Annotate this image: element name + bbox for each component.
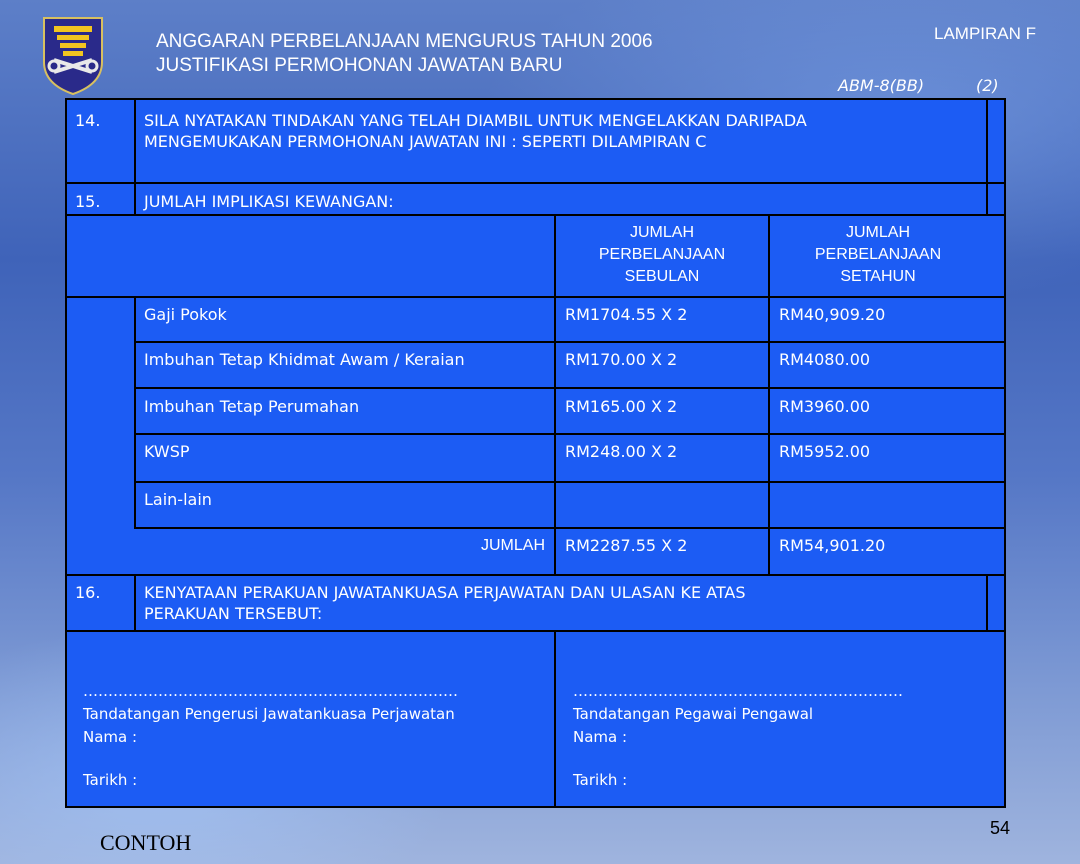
grid-line <box>135 481 1006 483</box>
grid-line <box>135 341 1006 343</box>
grid-line <box>135 527 1006 529</box>
row-monthly-imbuhan-khidmat: RM170.00 X 2 <box>565 350 678 369</box>
section-16-line-2: PERAKUAN TERSEBUT: <box>144 604 323 623</box>
row-yearly-gaji-pokok: RM40,909.20 <box>779 305 886 324</box>
column-header-yearly-line: JUMLAH <box>845 224 910 241</box>
signature-block-chairman <box>83 680 553 792</box>
total-monthly: RM2287.55 X 2 <box>565 536 688 555</box>
row-yearly-imbuhan-perumahan: RM3960.00 <box>779 397 871 416</box>
row-monthly-kwsp: RM248.00 X 2 <box>565 442 678 461</box>
column-header-monthly-line: JUMLAH <box>629 224 694 241</box>
section-15-text: JUMLAH IMPLIKASI KEWANGAN: <box>144 192 394 211</box>
signature-line: ………………………………………………………… <box>573 682 903 700</box>
signature-date: Tarikh : <box>573 771 628 789</box>
column-header-monthly-line: SEBULAN <box>624 268 700 285</box>
form-table <box>65 98 1006 808</box>
grid-line <box>134 296 136 529</box>
section-14-number: 14. <box>75 111 101 130</box>
row-yearly-kwsp: RM5952.00 <box>779 442 871 461</box>
signature-title: Tandatangan Pengerusi Jawatankuasa Perjawatan <box>83 705 455 723</box>
title-line-2: JUSTIFIKASI PERMOHONAN JAWATAN BARU <box>156 55 563 76</box>
section-14-text <box>144 110 984 152</box>
grid-line <box>134 574 136 632</box>
form-code: ABM-8(BB) <box>838 76 925 95</box>
grid-line <box>135 433 1006 435</box>
total-label: JUMLAH <box>480 537 545 554</box>
signature-title: Tandatangan Pegawai Pengawal <box>573 705 814 723</box>
section-16-line-1: KENYATAAN PERAKUAN JAWATANKUASA PERJAWATAN DAN ULASAN KE ATAS <box>144 583 746 602</box>
grid-line <box>554 632 556 808</box>
section-14-line-2: MENGEMUKAKAN PERMOHONAN JAWATAN INI : SEPERTI DILAMPIRAN C <box>144 132 707 151</box>
signature-name: Nama : <box>573 728 628 746</box>
column-header-yearly <box>770 222 986 288</box>
column-header-monthly-line: PERBELANJAAN <box>598 246 726 263</box>
row-monthly-gaji-pokok: RM1704.55 X 2 <box>565 305 688 324</box>
section-16-text <box>144 582 984 624</box>
grid-line <box>986 98 988 216</box>
grid-line <box>1004 98 1006 808</box>
row-monthly-imbuhan-perumahan: RM165.00 X 2 <box>565 397 678 416</box>
signature-date: Tarikh : <box>83 771 138 789</box>
contoh-watermark: CONTOH <box>100 830 192 855</box>
signature-block-controlling-officer <box>573 680 993 792</box>
form-page: (2) <box>976 76 999 95</box>
grid-line <box>65 98 67 808</box>
row-item-gaji-pokok: Gaji Pokok <box>144 305 227 324</box>
section-14-line-1: SILA NYATAKAN TINDAKAN YANG TELAH DIAMBIL UNTUK MENGELAKKAN DARIPADA <box>144 111 807 130</box>
title-line-1: ANGGARAN PERBELANJAAN MENGURUS TAHUN 2006 <box>156 31 653 52</box>
row-item-imbuhan-khidmat: Imbuhan Tetap Khidmat Awam / Keraian <box>144 350 465 369</box>
column-header-yearly-line: PERBELANJAAN <box>814 246 942 263</box>
grid-line <box>65 182 1006 184</box>
grid-line <box>65 806 1006 808</box>
column-header-yearly-line: SETAHUN <box>840 268 916 285</box>
column-header-monthly <box>556 222 768 288</box>
signature-line: ………………………………………………………………… <box>83 682 458 700</box>
total-yearly: RM54,901.20 <box>779 536 886 555</box>
grid-line <box>65 214 1006 216</box>
grid-line <box>986 574 988 632</box>
grid-line <box>134 98 136 216</box>
document-title <box>156 30 653 78</box>
row-item-kwsp: KWSP <box>144 442 190 461</box>
grid-line <box>135 387 1006 389</box>
grid-line <box>65 630 1006 632</box>
section-15-number: 15. <box>75 192 101 211</box>
row-item-lain-lain: Lain-lain <box>144 490 212 509</box>
grid-line <box>65 296 1006 298</box>
row-yearly-imbuhan-khidmat: RM4080.00 <box>779 350 871 369</box>
university-crest-logo <box>40 16 106 96</box>
section-16-number: 16. <box>75 583 101 602</box>
signature-name: Nama : <box>83 728 138 746</box>
row-item-imbuhan-perumahan: Imbuhan Tetap Perumahan <box>144 397 360 416</box>
page-number: 54 <box>990 818 1011 838</box>
grid-line <box>65 574 1006 576</box>
grid-line <box>65 98 1006 100</box>
lampiran-label: LAMPIRAN F <box>934 24 1037 43</box>
